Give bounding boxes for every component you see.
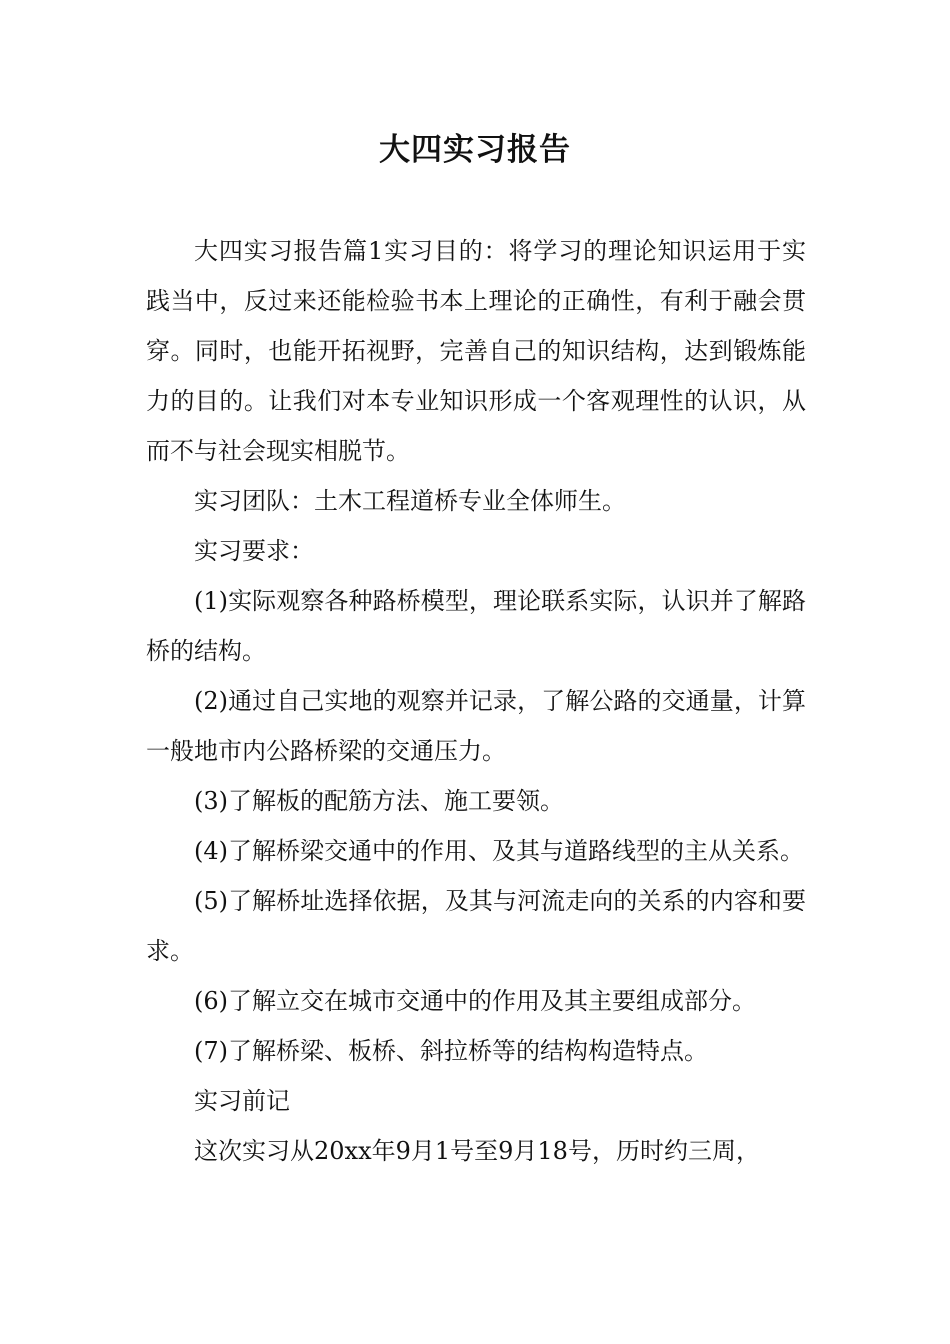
paragraph-requirements-heading: 实习要求： [194, 537, 314, 565]
paragraph-requirement-5: (5)了解桥址选择依据，及其与河流走向的关系的内容和要求。 [146, 887, 806, 965]
paragraph-requirement-4: (4)了解桥梁交通中的作用、及其与道路线型的主从关系。 [194, 837, 804, 865]
paragraph-purpose: 大四实习报告篇1实习目的：将学习的理论知识运用于实践当中，反过来还能检验书本上理论的正确性，有利于融会贯穿。同时，也能开拓视野，完善自己的知识结构，达到锻炼能力的目的。让我们对本专业知识形成一个客观理性的认识，从而不与社会现实相脱节。 [146, 237, 806, 465]
paragraph-requirement-7: (7)了解桥梁、板桥、斜拉桥等的结构构造特点。 [194, 1037, 708, 1065]
document-title: 大四实习报告 [379, 132, 571, 168]
paragraph-requirement-1: (1)实际观察各种路桥模型，理论联系实际，认识并了解路桥的结构。 [146, 587, 806, 665]
paragraph-preface-text: 这次实习从20xx年9月1号至9月18号，历时约三周， [194, 1137, 760, 1165]
paragraph-requirement-3: (3)了解板的配筋方法、施工要领。 [194, 787, 564, 815]
paragraph-requirement-6: (6)了解立交在城市交通中的作用及其主要组成部分。 [194, 987, 756, 1015]
paragraph-preface-heading: 实习前记 [194, 1087, 290, 1115]
paragraph-requirement-2: (2)通过自己实地的观察并记录，了解公路的交通量，计算一般地市内公路桥梁的交通压力。 [146, 687, 806, 765]
document-body [146, 226, 806, 1176]
paragraph-team: 实习团队：土木工程道桥专业全体师生。 [194, 487, 626, 515]
